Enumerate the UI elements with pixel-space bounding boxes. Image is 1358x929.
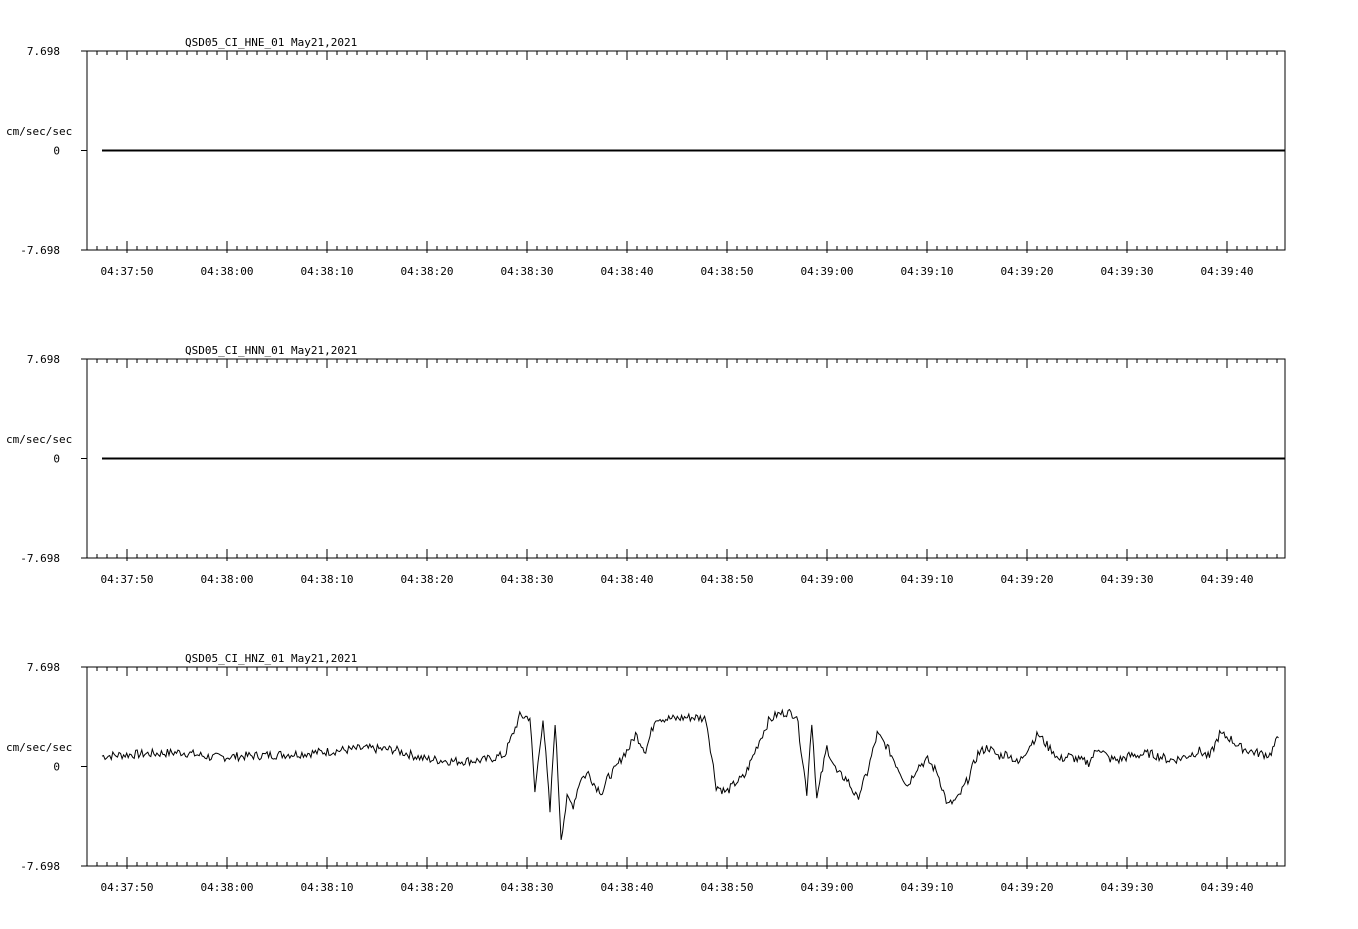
- x-tick-label: 04:38:00: [200, 265, 254, 278]
- x-tick-label: 04:39:10: [900, 573, 954, 586]
- chart-panel-3: [6, 652, 1285, 894]
- y-axis-label: cm/sec/sec: [6, 741, 73, 754]
- x-tick-label: 04:39:20: [1000, 573, 1054, 586]
- x-tick-label: 04:38:40: [600, 573, 654, 586]
- x-tick-label: 04:39:00: [800, 265, 854, 278]
- chart-panel-2: [6, 344, 1285, 586]
- x-tick-label: 04:39:20: [1000, 265, 1054, 278]
- chart-title: QSD05_CI_HNN_01 May21,2021: [185, 344, 358, 357]
- x-tick-label: 04:39:40: [1200, 881, 1254, 894]
- x-tick-label: 04:39:40: [1200, 265, 1254, 278]
- chart-title: QSD05_CI_HNE_01 May21,2021: [185, 36, 358, 49]
- x-tick-label: 04:38:20: [400, 573, 454, 586]
- y-tick-label: -7.698: [20, 860, 60, 873]
- x-tick-label: 04:38:30: [500, 573, 554, 586]
- x-tick-label: 04:38:50: [700, 265, 754, 278]
- x-tick-label: 04:38:20: [400, 265, 454, 278]
- x-tick-label: 04:38:20: [400, 881, 454, 894]
- x-tick-label: 04:39:10: [900, 881, 954, 894]
- x-tick-label: 04:37:50: [100, 881, 154, 894]
- chart-panel-1: [6, 36, 1285, 278]
- x-tick-label: 04:38:00: [200, 881, 254, 894]
- x-tick-label: 04:38:10: [300, 573, 354, 586]
- y-tick-label: 7.698: [26, 45, 60, 58]
- x-tick-label: 04:38:00: [200, 573, 254, 586]
- x-tick-label: 04:39:10: [900, 265, 954, 278]
- x-tick-label: 04:38:30: [500, 265, 554, 278]
- y-tick-label: 0: [53, 144, 60, 158]
- x-tick-label: 04:39:00: [800, 881, 854, 894]
- series-line: [102, 710, 1279, 840]
- x-tick-label: 04:39:40: [1200, 573, 1254, 586]
- x-tick-label: 04:38:10: [300, 881, 354, 894]
- y-tick-label: 0: [53, 760, 60, 774]
- x-tick-label: 04:38:50: [700, 573, 754, 586]
- y-tick-label: 7.698: [26, 353, 60, 366]
- x-tick-label: 04:38:50: [700, 881, 754, 894]
- x-tick-label: 04:37:50: [100, 573, 154, 586]
- y-axis-label: cm/sec/sec: [6, 125, 73, 138]
- x-tick-label: 04:38:30: [500, 881, 554, 894]
- x-tick-label: 04:39:00: [800, 573, 854, 586]
- x-tick-label: 04:39:20: [1000, 881, 1054, 894]
- x-tick-label: 04:39:30: [1100, 265, 1154, 278]
- y-axis-label: cm/sec/sec: [6, 433, 73, 446]
- x-tick-label: 04:39:30: [1100, 573, 1154, 586]
- y-tick-label: -7.698: [20, 552, 60, 565]
- chart-title: QSD05_CI_HNZ_01 May21,2021: [185, 652, 358, 665]
- x-tick-label: 04:37:50: [100, 265, 154, 278]
- y-tick-label: 7.698: [26, 661, 60, 674]
- plot-frame: [87, 667, 1285, 866]
- x-tick-label: 04:38:40: [600, 265, 654, 278]
- x-tick-label: 04:38:40: [600, 881, 654, 894]
- y-tick-label: -7.698: [20, 244, 60, 257]
- x-tick-label: 04:38:10: [300, 265, 354, 278]
- y-tick-label: 0: [53, 452, 60, 466]
- x-tick-label: 04:39:30: [1100, 881, 1154, 894]
